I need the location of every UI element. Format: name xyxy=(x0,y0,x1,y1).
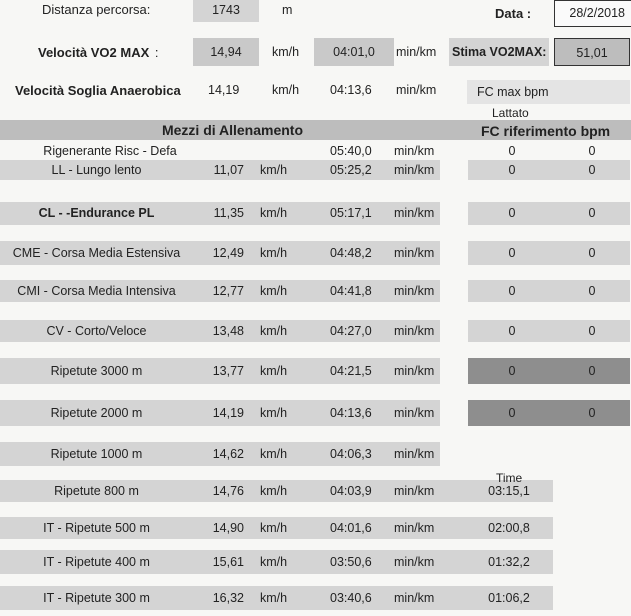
table-row xyxy=(0,160,631,180)
data-value-cell[interactable] xyxy=(554,0,631,27)
mezzi-header-bar xyxy=(0,120,440,140)
vo2-pace: 04:01,0 xyxy=(333,45,375,59)
row-fc2: 0 xyxy=(588,364,596,378)
row-pace: 05:25,2 xyxy=(330,163,372,177)
table-row xyxy=(0,442,631,466)
row-speed: 16,32 xyxy=(212,591,244,605)
row-name: LL - Lungo lento xyxy=(51,163,142,177)
row-pace-unit: min/km xyxy=(394,206,435,220)
row-pace: 04:13,6 xyxy=(330,406,372,420)
row-speed-unit: km/h xyxy=(260,284,288,298)
row-speed-unit: km/h xyxy=(260,447,288,461)
row-name: Ripetute 2000 m xyxy=(50,406,143,420)
distanza-unit: m xyxy=(282,3,293,17)
table-row xyxy=(0,280,631,302)
fc-max-cell xyxy=(467,80,630,104)
soglia-pace-unit: min/km xyxy=(396,83,437,97)
row-fc1: 0 xyxy=(508,246,516,260)
table-row xyxy=(0,143,631,160)
row-pace-unit: min/km xyxy=(394,447,435,461)
vo2-label xyxy=(38,45,159,60)
row-pace: 04:21,5 xyxy=(330,364,372,378)
row-speed: 13,48 xyxy=(212,324,244,338)
row-name: CV - Corto/Veloce xyxy=(46,324,147,338)
distanza-value: 1743 xyxy=(212,3,240,17)
vo2-speed: 14,94 xyxy=(210,45,242,59)
vo2-label-text: Velocità VO2 MAX xyxy=(38,45,150,60)
stima-label-cell xyxy=(449,38,549,66)
row-speed-unit: km/h xyxy=(260,484,288,498)
table-row xyxy=(0,241,631,265)
table-row xyxy=(0,202,631,225)
row-time: 03:15,1 xyxy=(488,484,530,498)
stima-label: Stima VO2MAX: xyxy=(452,45,547,59)
table-row xyxy=(0,320,631,342)
row-speed-unit: km/h xyxy=(260,555,288,569)
row-speed: 14,90 xyxy=(212,521,244,535)
row-speed: 11,07 xyxy=(213,163,244,177)
stima-value: 51,01 xyxy=(576,46,608,60)
row-fc1: 0 xyxy=(508,206,516,220)
row-pace-unit: min/km xyxy=(394,364,435,378)
distanza-label: Distanza percorsa: xyxy=(42,2,151,17)
mezzi-title: Mezzi di Allenamento xyxy=(161,122,304,138)
fc-rif-header-bar xyxy=(440,120,631,140)
table-row xyxy=(0,517,631,539)
row-time: 01:06,2 xyxy=(488,591,530,605)
row-fc1: 0 xyxy=(508,163,516,177)
row-name: Ripetute 800 m xyxy=(54,484,139,498)
vo2-speed-cell xyxy=(193,38,259,66)
row-time: 02:00,8 xyxy=(488,521,530,535)
row-fc2: 0 xyxy=(588,163,596,177)
row-pace: 04:27,0 xyxy=(330,324,372,338)
row-pace: 04:48,2 xyxy=(330,246,372,260)
data-label: Data : xyxy=(495,6,532,21)
row-pace: 03:40,6 xyxy=(330,591,372,605)
row-pace-unit: min/km xyxy=(394,591,435,605)
row-time: 01:32,2 xyxy=(488,555,530,569)
row-name: Ripetute 3000 m xyxy=(50,364,143,378)
row-speed: 14,62 xyxy=(212,447,244,461)
row-name: Rigenerante Risc - Defa xyxy=(43,144,177,158)
row-pace-unit: min/km xyxy=(394,484,435,498)
table-row xyxy=(0,480,631,502)
fc-max-label: FC max bpm xyxy=(477,85,549,99)
row-fc1: 0 xyxy=(508,406,516,420)
soglia-label: Velocità Soglia Anaerobica xyxy=(15,83,181,98)
row-pace: 04:03,9 xyxy=(330,484,372,498)
soglia-speed: 14,19 xyxy=(208,83,240,97)
row-speed: 14,76 xyxy=(212,484,244,498)
row-pace-unit: min/km xyxy=(394,555,435,569)
row-speed: 12,77 xyxy=(212,284,244,298)
row-fc1: 0 xyxy=(508,284,516,298)
row-pace-unit: min/km xyxy=(394,284,435,298)
stima-value-cell xyxy=(554,38,630,66)
row-fc1: 0 xyxy=(508,144,516,158)
table-row xyxy=(0,550,631,574)
row-speed-unit: km/h xyxy=(260,163,288,177)
row-pace: 04:06,3 xyxy=(330,447,372,461)
row-name: IT - Ripetute 300 m xyxy=(43,591,150,605)
row-fc2: 0 xyxy=(588,284,596,298)
soglia-pace: 04:13,6 xyxy=(330,83,372,97)
row-pace: 05:40,0 xyxy=(330,144,372,158)
row-speed-unit: km/h xyxy=(260,206,288,220)
row-name: IT - Ripetute 400 m xyxy=(43,555,150,569)
table-row xyxy=(0,586,631,610)
row-speed-unit: km/h xyxy=(260,521,288,535)
row-speed-unit: km/h xyxy=(260,406,288,420)
row-name: CL - -Endurance PL xyxy=(38,206,155,220)
row-speed: 13,77 xyxy=(212,364,244,378)
row-fc2: 0 xyxy=(588,406,596,420)
row-pace-unit: min/km xyxy=(394,163,435,177)
lattato-label: Lattato xyxy=(492,106,529,120)
vo2-speed-unit: km/h xyxy=(272,45,300,59)
row-speed-unit: km/h xyxy=(260,591,288,605)
row-name: Ripetute 1000 m xyxy=(50,447,143,461)
row-speed-unit: km/h xyxy=(260,364,288,378)
fc-rif-title: FC riferimento bpm xyxy=(481,123,611,139)
row-fc2: 0 xyxy=(588,324,596,338)
table-row xyxy=(0,358,631,384)
row-pace: 04:41,8 xyxy=(330,284,372,298)
row-speed-unit: km/h xyxy=(260,324,288,338)
row-speed-unit: km/h xyxy=(260,246,288,260)
row-pace: 04:01,6 xyxy=(330,521,372,535)
row-fc2: 0 xyxy=(588,144,596,158)
row-pace-unit: min/km xyxy=(394,144,435,158)
row-name: CMI - Corsa Media Intensiva xyxy=(17,284,176,298)
row-name: CME - Corsa Media Estensiva xyxy=(12,246,181,260)
row-fc1: 0 xyxy=(508,324,516,338)
vo2-pace-unit: min/km xyxy=(396,45,437,59)
distanza-value-cell xyxy=(193,0,259,22)
row-name: IT - Ripetute 500 m xyxy=(43,521,150,535)
row-pace-unit: min/km xyxy=(394,324,435,338)
time-label: Time xyxy=(496,471,523,485)
row-pace-unit: min/km xyxy=(394,521,435,535)
vo2-label-colon: : xyxy=(154,45,159,60)
soglia-speed-unit: km/h xyxy=(272,83,300,97)
vo2-pace-cell xyxy=(314,38,394,66)
row-fc2: 0 xyxy=(588,206,596,220)
row-pace: 03:50,6 xyxy=(330,555,372,569)
row-pace-unit: min/km xyxy=(394,406,435,420)
data-value: 28/2/2018 xyxy=(569,6,625,20)
row-fc2: 0 xyxy=(588,246,596,260)
row-speed: 11,35 xyxy=(213,206,244,220)
row-pace: 05:17,1 xyxy=(330,206,372,220)
row-speed: 14,19 xyxy=(212,406,244,420)
row-speed: 12,49 xyxy=(212,246,244,260)
row-pace-unit: min/km xyxy=(394,246,435,260)
table-row xyxy=(0,400,631,426)
row-fc1: 0 xyxy=(508,364,516,378)
row-speed: 15,61 xyxy=(212,555,244,569)
